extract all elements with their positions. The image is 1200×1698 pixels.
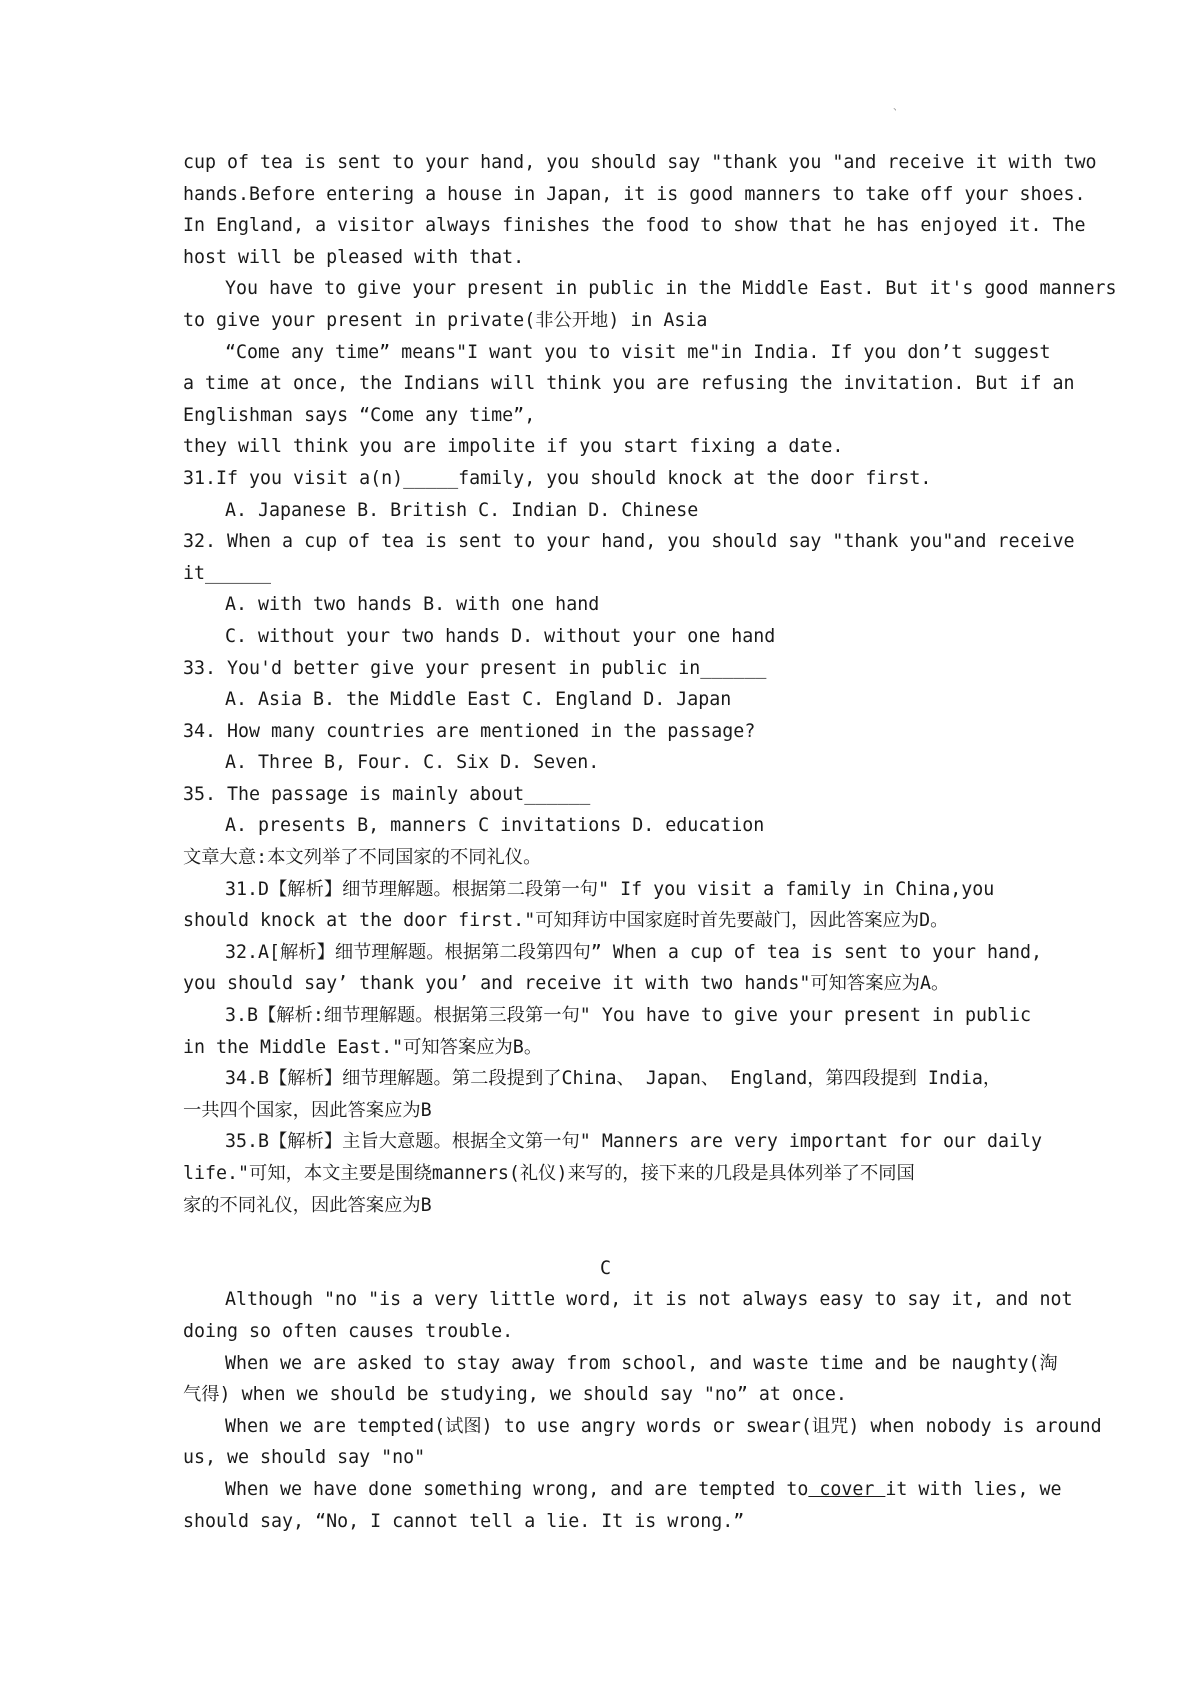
summary: 文章大意:本文列举了不同国家的不同礼仪。: [183, 847, 542, 869]
answer-line: life."可知，本文主要是围绕manners(礼仪)来写的，接下来的几段是具体列举了不同国: [183, 1163, 915, 1184]
question-35-stem: 35. The passage is mainly about______: [183, 783, 591, 805]
question-35-options: A. presents B, manners C invitations D. education: [225, 815, 765, 837]
answer-line: 31.D【解析】细节理解题。根据第二段第一句" If you visit a family in China,you: [225, 878, 995, 900]
blank-gap: [183, 1221, 1028, 1253]
passage-text: When we have done something wrong, and are tempted to: [225, 1478, 809, 1500]
passage-c-line: us, we should say "no": [183, 1447, 426, 1469]
answer-line: in the Middle East."可知答案应为B。: [183, 1036, 543, 1058]
answer-line: 35.B【解析】主旨大意题。根据全文第一句" Manners are very important for our daily: [225, 1131, 1043, 1153]
passage-line: “Come any time” means"I want you to visit me"in India. If you don’t suggest: [225, 341, 1051, 363]
question-32-stem-cont: it______: [183, 562, 272, 584]
corner-mark: 、: [893, 102, 903, 113]
answer-line: 34.B【解析】细节理解题。第二段提到了China、 Japan、 England，第四段提到 India，: [225, 1068, 1002, 1090]
question-31-stem: 31.If you visit a(n)_____family, you should knock at the door first.: [183, 467, 932, 489]
question-32-options: A. with two hands B. with one hand: [225, 594, 600, 616]
passage-c-line: doing so often causes trouble.: [183, 1320, 514, 1342]
question-34-stem: 34. How many countries are mentioned in the passage?: [183, 720, 756, 742]
question-32-stem: 32. When a cup of tea is sent to your hand, you should say "thank you"and receive: [183, 531, 1075, 553]
passage-text: it with lies, we: [885, 1478, 1062, 1500]
passage-line: In England, a visitor always finishes the food to show that he has enjoyed it. The: [183, 215, 1086, 237]
passage-line: they will think you are impolite if you start fixing a date.: [183, 436, 844, 458]
question-31-options: A. Japanese B. British C. Indian D. Chinese: [225, 499, 699, 521]
passage-c-line: Although "no "is a very little word, it is not always easy to say it, and not: [225, 1289, 1073, 1311]
section-heading: C: [599, 1257, 611, 1279]
answer-line: 一共四个国家，因此答案应为B: [183, 1099, 432, 1121]
passage-line: a time at once, the Indians will think you are refusing the invitation. But if an: [183, 373, 1075, 395]
answer-line: you should say’ thank you’ and receive it with two hands"可知答案应为A。: [183, 973, 950, 995]
passage-line: cup of tea is sent to your hand, you should say "thank you "and receive it with two: [183, 152, 1097, 173]
document-page: [183, 147, 1117, 1537]
question-33-options: A. Asia B. the Middle East C. England D. Japan: [225, 689, 732, 711]
underlined-word: cover: [808, 1478, 886, 1500]
passage-c-line: When we are asked to stay away from school, and waste time and be naughty(淘: [225, 1352, 1058, 1374]
passage-c-line: When we are tempted(试图) to use angry words or swear(诅咒) when nobody is around: [225, 1415, 1102, 1437]
answer-line: 家的不同礼仪，因此答案应为B: [183, 1194, 432, 1216]
passage-line: to give your present in private(非公开地) in Asia: [183, 309, 708, 331]
answer-line: 3.B【解析:细节理解题。根据第三段第一句" You have to give your present in public: [225, 1005, 1032, 1027]
passage-line: host will be pleased with that.: [183, 246, 525, 268]
question-32-options: C. without your two hands D. without your one hand: [225, 625, 776, 647]
question-33-stem: 33. You'd better give your present in public in______: [183, 657, 767, 679]
passage-c-line: [183, 1474, 1062, 1506]
answer-line: 32.A[解析】细节理解题。根据第二段第四句” When a cup of tea is sent to your hand,: [225, 941, 1043, 963]
passage-c-line: 气得) when we should be studying, we should say "no” at once.: [183, 1384, 847, 1406]
passage-line: hands.Before entering a house in Japan, it is good manners to take off your shoes.: [183, 183, 1086, 205]
passage-c-line: should say, “No, I cannot tell a lie. It is wrong.”: [183, 1510, 745, 1532]
passage-line: Englishman says “Come any time”,: [183, 404, 536, 426]
passage-line: You have to give your present in public in the Middle East. But it's good manners: [225, 278, 1117, 300]
question-34-options: A. Three B, Four. C. Six D. Seven.: [225, 752, 600, 774]
answer-line: should knock at the door first."可知拜访中国家庭时首先要敲门，因此答案应为D。: [183, 910, 949, 932]
